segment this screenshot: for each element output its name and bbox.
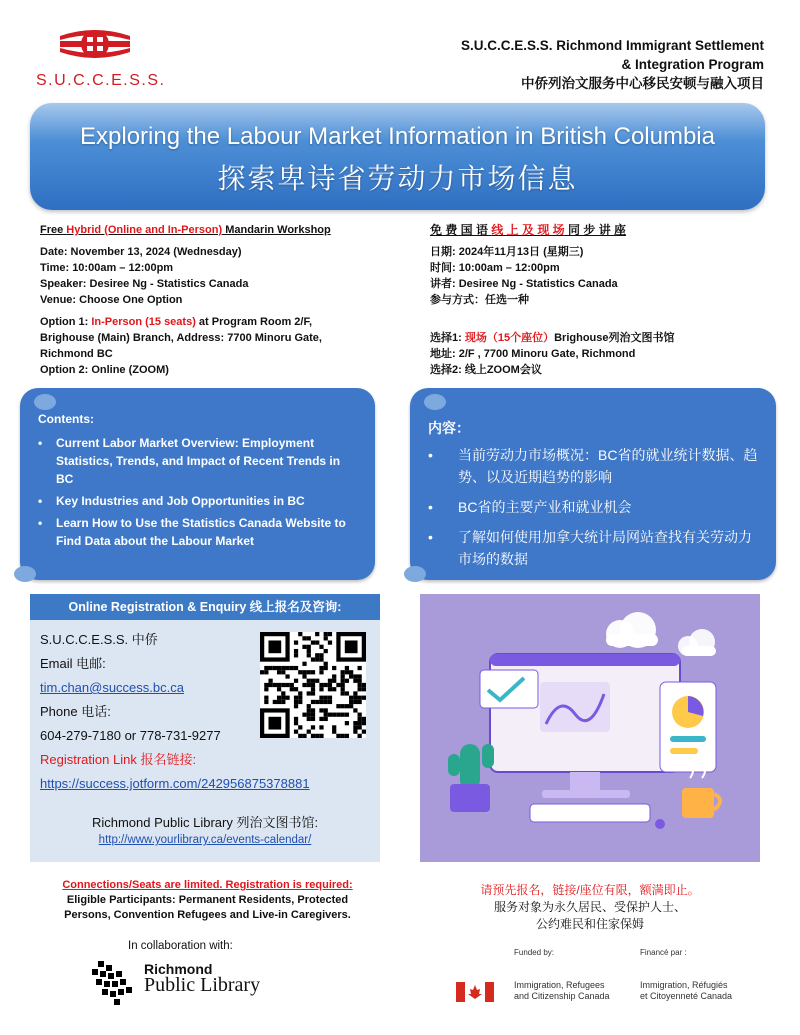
option-1-zh: 选择1: 现场（15个座位）Brighouse列治文图书馆 xyxy=(430,332,675,344)
library-label: Richmond Public Library 列治文图书馆: xyxy=(91,815,319,830)
logo-wordmark: S.U.C.C.E.S.S. xyxy=(36,72,166,89)
event-details-english xyxy=(40,222,331,378)
list-item: • 当前劳动力市场概况：BC省的就业统计数据、趋势、以及近期趋势的影响 xyxy=(428,444,763,488)
event-speaker: Speaker: Desiree Ng - Statistics Canada xyxy=(40,278,249,290)
eligibility-line-2: Persons, Convention Refugees and Live-in Caregivers. xyxy=(64,909,351,921)
department-english-line-2: and Citizenship Canada xyxy=(514,991,610,1001)
library-name-line-2: Public Library xyxy=(144,974,261,996)
option-1-city: Richmond BC xyxy=(40,348,113,360)
eligibility-zh-line-1: 服务对象为永久居民、受保护人士、 xyxy=(493,900,686,914)
list-item: • Key Industries and Job Opportunities in BC xyxy=(38,492,358,510)
library-info xyxy=(30,812,380,846)
event-venue: Venue: Choose One Option xyxy=(40,294,183,306)
scroll-curl-icon xyxy=(424,394,446,410)
list-item: • BC省的主要产业和就业机会 xyxy=(428,496,763,518)
scroll-curl-icon xyxy=(34,394,56,410)
contents-list xyxy=(38,434,358,554)
list-item: • Learn How to Use the Statistics Canada Website to Find Data about the Labour Market xyxy=(38,514,358,550)
registration-link[interactable]: https://success.jotform.com/242956875378881 xyxy=(40,776,310,791)
contents-box-chinese xyxy=(410,388,776,580)
eligibility-chinese xyxy=(420,882,760,933)
event-details-chinese xyxy=(430,222,675,378)
registration-header: Online Registration & Enquiry 线上报名及咨询: xyxy=(30,594,380,620)
list-item: • 了解如何使用加拿大统计局网站查找有关劳动力市场的数据 xyxy=(428,526,763,570)
event-date-zh: 日期: 2024年11月13日 (星期三) xyxy=(430,246,584,258)
phone-number: 604-279-7180 or 778-731-9277 xyxy=(40,728,221,743)
organization-name xyxy=(461,36,764,93)
option-2: Option 2: Online (ZOOM) xyxy=(40,364,169,376)
success-logo-icon xyxy=(56,22,134,66)
seats-limited-notice-zh: 请预先报名，链接/座位有限，额满即止。 xyxy=(480,883,700,897)
registration-link-label: Registration Link 报名链接: xyxy=(40,752,197,767)
workshop-type-zh: 免 费 国 语 线 上 及 现 场 同 步 讲 座 xyxy=(430,223,627,237)
contents-title: Contents: xyxy=(38,412,94,426)
contents-box-english xyxy=(20,388,375,580)
qr-code-icon[interactable] xyxy=(260,632,366,738)
option-1: Option 1: In-Person (15 seats) at Program Room 2/F, xyxy=(40,316,313,328)
org-line-3: 中侨列治文服务中心移民安顿与融入项目 xyxy=(521,76,764,91)
canada-flag-icon xyxy=(456,982,494,1002)
option-2-zh: 选择2: 线上ZOOM会议 xyxy=(430,364,542,376)
scroll-curl-icon xyxy=(14,566,36,582)
title-english: Exploring the Labour Market Information in British Columbia xyxy=(80,123,715,150)
registration-panel xyxy=(30,594,380,862)
list-item: • Current Labor Market Overview: Employment Statistics, Trends, and Impact of Recent Trends in BC xyxy=(38,434,358,488)
event-date: Date: November 13, 2024 (Wednesday) xyxy=(40,246,242,258)
org-line-1: S.U.C.C.E.S.S. Richmond Immigrant Settlement xyxy=(460,38,764,53)
richmond-library-logo xyxy=(90,955,290,1007)
seats-limited-notice: Connections/Seats are limited. Registration is required: xyxy=(62,879,353,891)
library-name-line-1: Richmond xyxy=(144,961,213,977)
scroll-curl-icon xyxy=(404,566,426,582)
department-english-line-1: Immigration, Refugees xyxy=(514,980,605,990)
event-speaker-zh: 讲者: Desiree Ng - Statistics Canada xyxy=(430,278,618,290)
library-link[interactable]: http://www.yourlibrary.ca/events-calendar/ xyxy=(98,834,312,846)
event-venue-zh: 参与方式：任选一种 xyxy=(430,294,529,306)
analytics-illustration xyxy=(420,594,760,862)
registration-org: S.U.C.C.E.S.S. 中侨 xyxy=(40,632,158,647)
title-chinese: 探索卑诗省劳动力市场信息 xyxy=(217,163,578,194)
finance-par-label: Financé par : xyxy=(640,948,687,957)
email-link[interactable]: tim.chan@success.bc.ca xyxy=(40,680,184,695)
eligibility-line-1: Eligible Participants: Permanent Residents, Protected xyxy=(66,894,349,906)
contents-list-zh xyxy=(428,444,763,578)
option-1-address-zh: 地址: 2/F , 7700 Minoru Gate, Richmond xyxy=(430,348,636,360)
department-french-line-1: Immigration, Réfugiés xyxy=(640,980,728,990)
title-banner xyxy=(30,103,765,210)
contents-title-zh: 内容： xyxy=(428,420,470,436)
phone-label: Phone 电话: xyxy=(40,704,111,719)
option-1-address: Brighouse (Main) Branch, Address: 7700 Minoru Gate, xyxy=(40,332,322,344)
department-french-line-2: et Citoyenneté Canada xyxy=(640,991,733,1001)
workshop-type: Free Hybrid (Online and In-Person) Mandarin Workshop xyxy=(40,224,331,236)
eligibility-english xyxy=(20,878,395,923)
event-time: Time: 10:00am – 12:00pm xyxy=(40,262,174,274)
eligibility-zh-line-2: 公约难民和住家保姆 xyxy=(535,917,644,931)
library-logo-icon xyxy=(90,959,136,1005)
email-label: Email 电邮: xyxy=(40,656,106,671)
org-line-2: & Integration Program xyxy=(621,57,764,72)
funded-by-label: Funded by: xyxy=(514,948,555,957)
collaboration-label: In collaboration with: xyxy=(128,940,233,952)
event-time-zh: 时间: 10:00am – 12:00pm xyxy=(430,262,560,274)
